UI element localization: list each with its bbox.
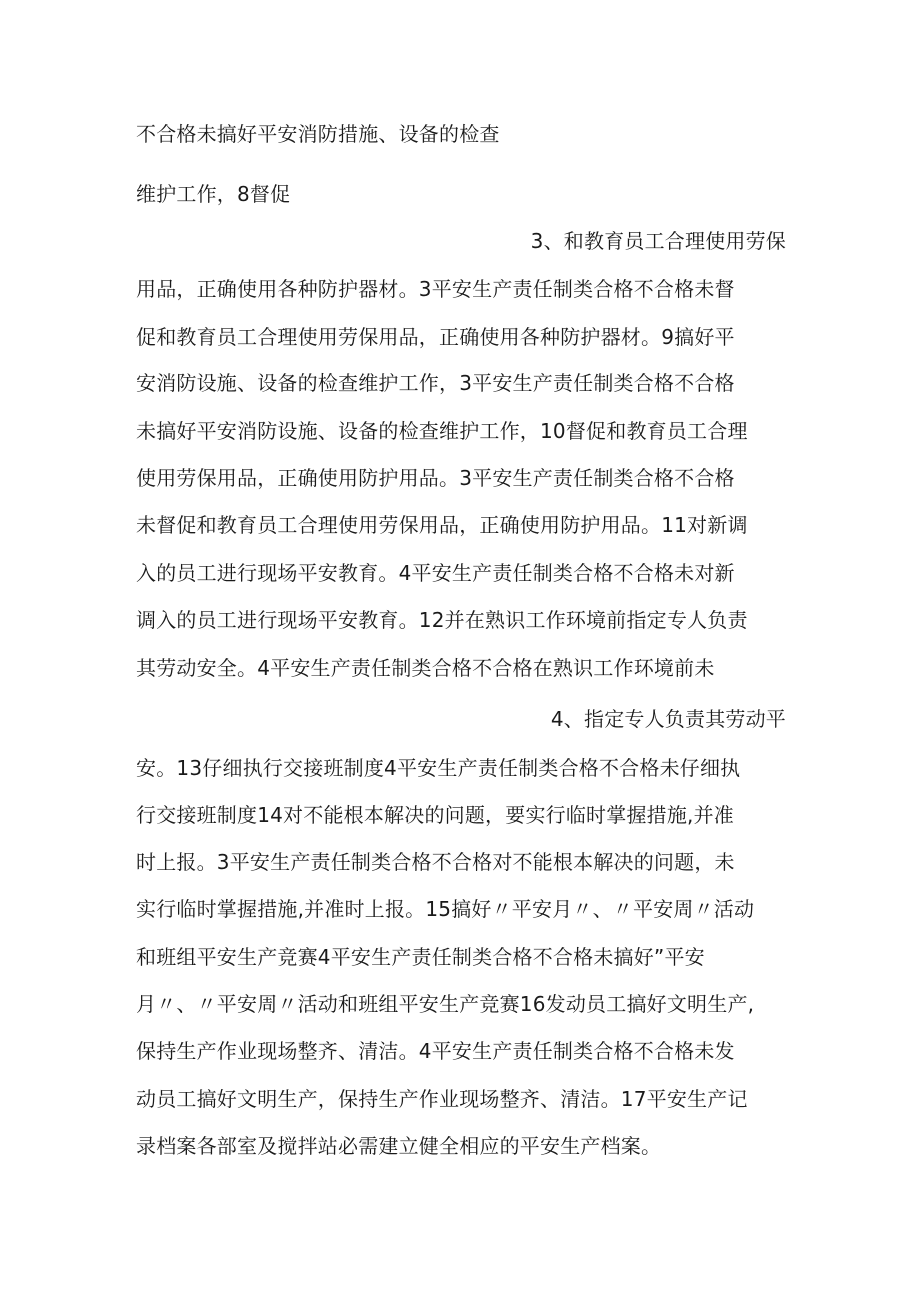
text-line: 和班组平安生产竞赛4平安生产责任制类合格不合格未搞好”平安 (136, 945, 705, 969)
text-line: 月〃、〃平安周〃活动和班组平安生产竞赛16发动员工搞好文明生产, (136, 992, 755, 1016)
text-line: 促和教育员工合理使用劳保用品，正确使用各种防护器材。9搞好平 (136, 325, 735, 349)
text-line: 入的员工进行现场平安教育。4平安生产责任制类合格不合格未对新 (136, 561, 735, 585)
text-line: 其劳动安全。4平安生产责任制类合格不合格在熟识工作环境前未 (136, 656, 715, 680)
text-line: 安。13仔细执行交接班制度4平安生产责任制类合格不合格未仔细执 (136, 756, 741, 780)
text-line: 用品，正确使用各种防护器材。3平安生产责任制类合格不合格未督 (136, 277, 735, 301)
text-line: 行交接班制度14对不能根本解决的问题，要实行临时掌握措施,并准 (136, 803, 735, 827)
text-line: 安消防设施、设备的检查维护工作，3平安生产责任制类合格不合格 (136, 371, 735, 395)
text-line: 调入的员工进行现场平安教育。12并在熟识工作环境前指定专人负责 (136, 608, 748, 632)
text-line: 动员工搞好文明生产，保持生产作业现场整齐、清洁。17平安生产记 (136, 1087, 748, 1111)
text-line: 未搞好平安消防设施、设备的检查维护工作，10督促和教育员工合理 (136, 419, 748, 443)
text-line: 保持生产作业现场整齐、清洁。4平安生产责任制类合格不合格未发 (136, 1039, 735, 1063)
text-line: 3、和教育员工合理使用劳保 (530, 229, 786, 253)
text-line: 录档案各部室及搅拌站必需建立健全相应的平安生产档案。 (136, 1134, 662, 1158)
text-line: 实行临时掌握措施,并准时上报。15搞好〃平安月〃、〃平安周〃活动 (136, 897, 755, 921)
text-line: 维护工作，8督促 (136, 182, 291, 206)
text-line: 4、指定专人负责其劳动平 (550, 707, 786, 731)
text-line: 未督促和教育员工合理使用劳保用品，正确使用防护用品。11对新调 (136, 513, 748, 537)
text-line: 使用劳保用品，正确使用防护用品。3平安生产责任制类合格不合格 (136, 466, 735, 490)
text-line: 不合格未搞好平安消防措施、设备的检查 (136, 122, 500, 146)
text-line: 时上报。3平安生产责任制类合格不合格对不能根本解决的问题，未 (136, 850, 735, 874)
